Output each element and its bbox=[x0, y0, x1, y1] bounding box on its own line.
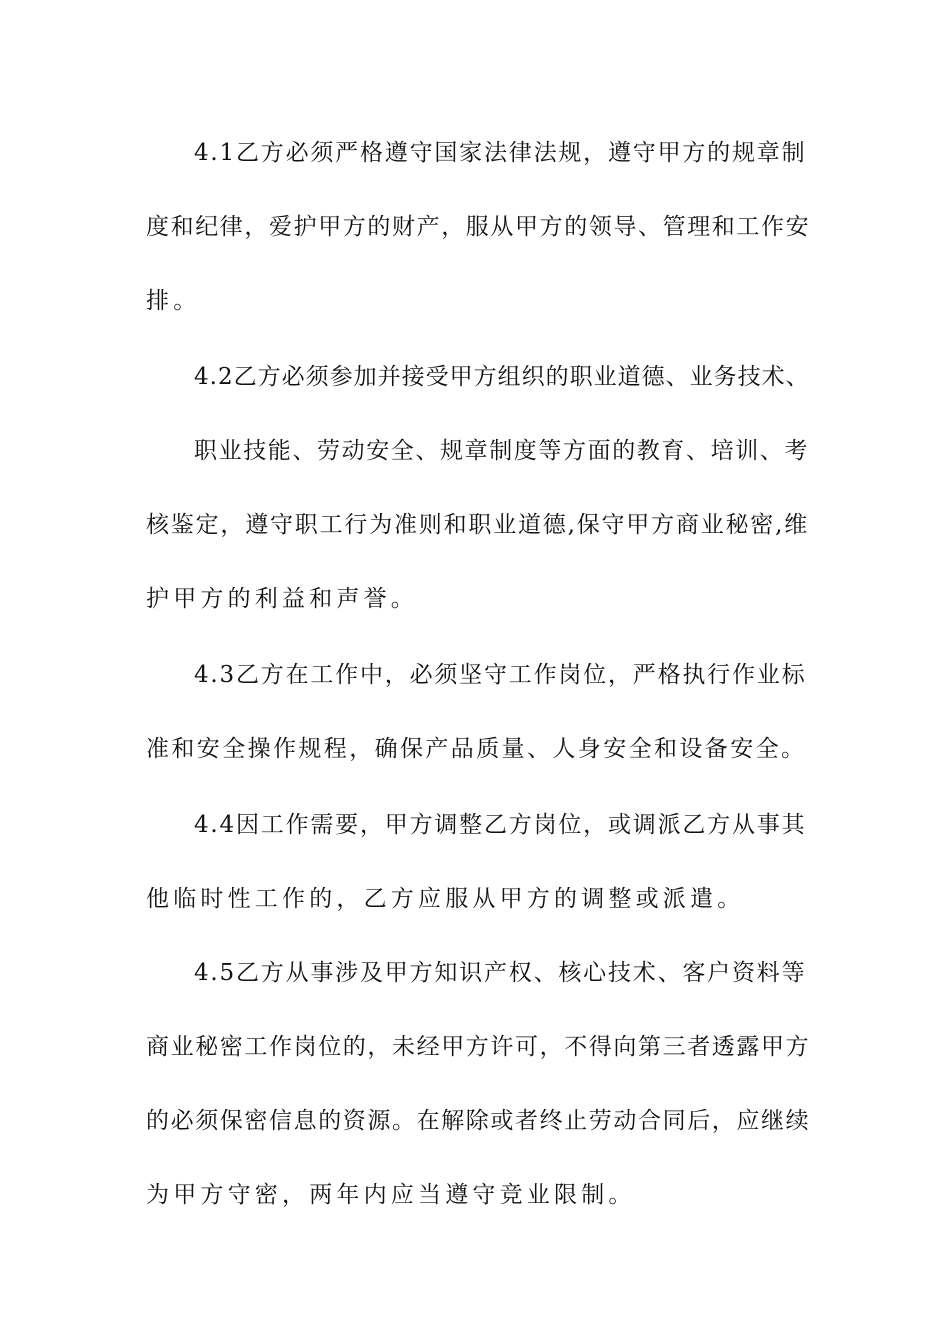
clause-4-5-line-3: 的必须保密信息的资源。在解除或者终止劳动合同后，应继续 bbox=[146, 1108, 811, 1134]
clause-4-5-line-4: 为甲方守密，两年内应当遵守竞业限制。 bbox=[146, 1182, 636, 1208]
clause-4-1-line-2: 度和纪律，爱护甲方的财产，服从甲方的领导、管理和工作安 bbox=[146, 214, 811, 240]
clause-4-1-line-3: 排。 bbox=[146, 288, 201, 314]
clause-4-3-line-1: 4.3乙方在工作中，必须坚守工作岗位，严格执行作业标 bbox=[194, 662, 807, 688]
clause-4-3-line-2: 准和安全操作规程，确保产品质量、人身安全和设备安全。 bbox=[146, 736, 807, 762]
clause-4-4-line-1: 4.4因工作需要，甲方调整乙方岗位，或调派乙方从事其 bbox=[194, 812, 807, 838]
clause-4-1-line-1: 4.1乙方必须严格遵守国家法律法规，遵守甲方的规章制 bbox=[194, 140, 807, 166]
clause-4-2-line-3: 核鉴定，遵守职工行为准则和职业道德,保守甲方商业秘密,维 bbox=[146, 512, 810, 538]
clause-4-2-line-4: 护甲方的利益和声誉。 bbox=[146, 586, 418, 612]
clause-4-2-line-1: 4.2乙方必须参加并接受甲方组织的职业道德、业务技术、 bbox=[194, 364, 810, 390]
clause-4-4-line-2: 他临时性工作的，乙方应服从甲方的调整或派遣。 bbox=[146, 886, 745, 912]
clause-4-2-line-2: 职业技能、劳动安全、规章制度等方面的教育、培训、考 bbox=[194, 438, 809, 464]
clause-4-5-line-1: 4.5乙方从事涉及甲方知识产权、核心技术、客户资料等 bbox=[194, 960, 807, 986]
clause-4-5-line-2: 商业秘密工作岗位的，未经甲方许可，不得向第三者透露甲方 bbox=[146, 1034, 811, 1060]
